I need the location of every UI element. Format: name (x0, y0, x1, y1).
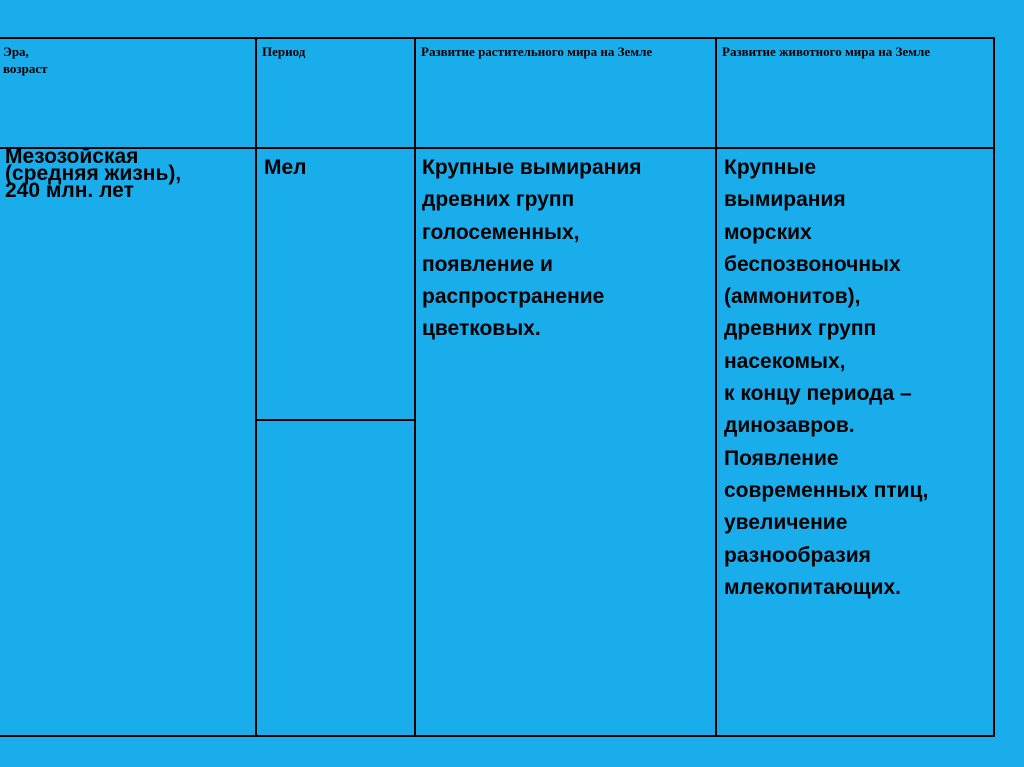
header-plants: Развитие растительного мира на Земле (421, 44, 653, 59)
plants-line: Крупные вымирания (422, 156, 642, 179)
header-era-line-2: возраст (3, 61, 48, 76)
grid-top-border (0, 37, 995, 39)
grid-col-3 (715, 37, 717, 737)
animals-line: увеличение (724, 511, 848, 535)
animals-line: к концу периода – (724, 382, 912, 406)
grid-bottom-border (0, 735, 995, 737)
plants-line: древних групп (422, 188, 575, 212)
period-cell: Мел (264, 156, 307, 179)
plants-line: голосеменных, (422, 220, 580, 244)
header-animals: Развитие животного мира на Земле (722, 44, 931, 59)
grid-col-1 (255, 37, 257, 737)
grid-col-2 (414, 37, 416, 737)
animals-line: динозавров. (724, 414, 855, 438)
animals-line: млекопитающих. (724, 575, 901, 599)
animals-line: морских (724, 220, 812, 244)
grid-right-border (993, 37, 995, 737)
era-age: 240 млн. лет (5, 179, 134, 202)
era-name: Мезозойская (5, 145, 139, 168)
animals-line: Крупные (724, 156, 817, 179)
header-era (3, 43, 243, 77)
animals-line: разнообразия (724, 543, 871, 567)
animals-line: насекомых, (724, 349, 846, 373)
animals-line: древних групп (724, 317, 877, 341)
era-meaning: (средняя жизнь), (5, 162, 182, 185)
animals-line: Появление (724, 446, 839, 470)
header-period: Период (262, 44, 306, 59)
grid-period-split (256, 419, 416, 421)
plants-cell (422, 152, 712, 346)
animals-line: беспозвоночных (724, 252, 901, 276)
plants-line: появление и (422, 252, 553, 276)
animals-cell (724, 152, 992, 604)
era-cell (5, 145, 255, 202)
animals-line: вымирания (724, 188, 846, 212)
animals-line: современных птиц, (724, 478, 929, 502)
plants-line: цветковых. (422, 317, 541, 341)
header-era-line-1: Эра, (3, 44, 29, 59)
plants-line: распространение (422, 285, 605, 309)
animals-line: (аммонитов), (724, 285, 861, 309)
